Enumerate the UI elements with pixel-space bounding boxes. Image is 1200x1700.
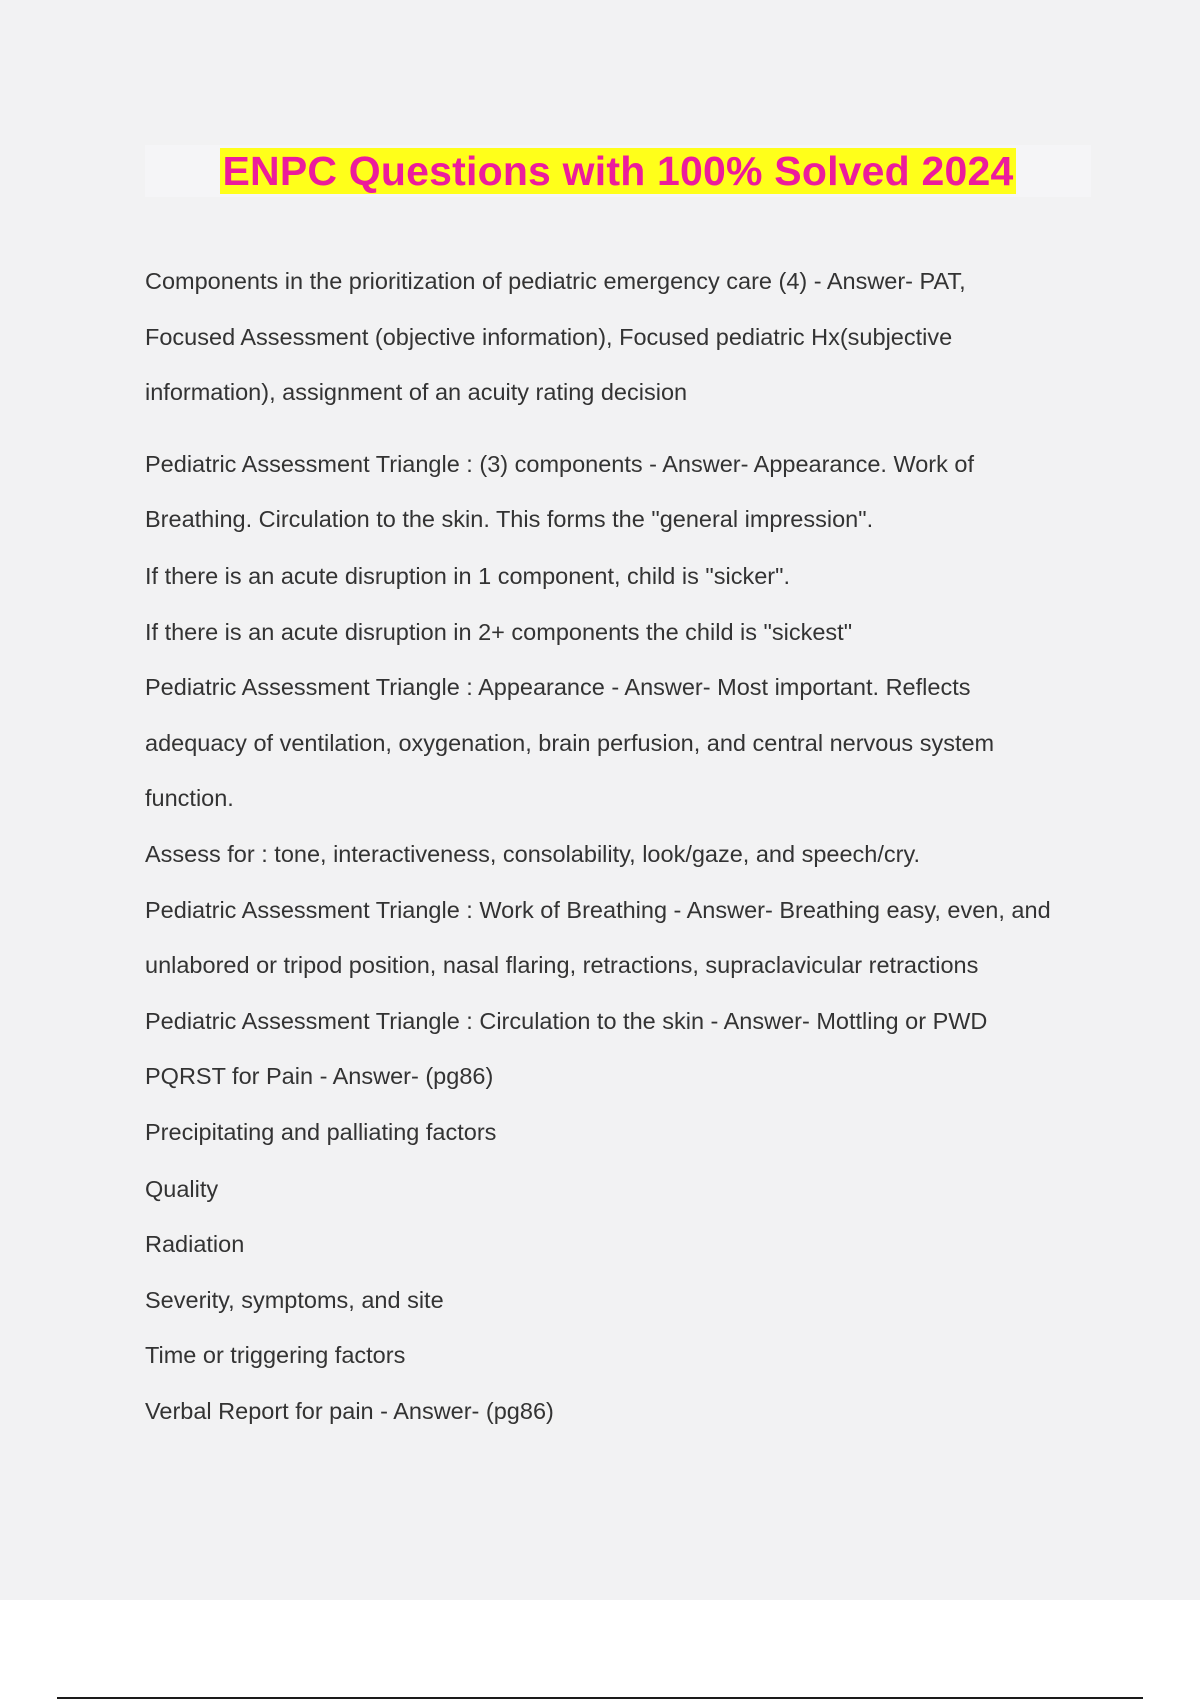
body-line: Components in the prioritization of pediatric emergency care (4) - Answer- PAT, [145, 268, 966, 294]
body-line: Severity, symptoms, and site [145, 1287, 444, 1313]
body-line: If there is an acute disruption in 1 component, child is "sicker". [145, 563, 790, 589]
document-title: ENPC Questions with 100% Solved 2024 [222, 148, 1014, 194]
body-line: unlabored or tripod position, nasal flaring, retractions, supraclavicular retractions [145, 952, 979, 978]
body-line: Verbal Report for pain - Answer- (pg86) [145, 1398, 554, 1424]
body-line: Pediatric Assessment Triangle : (3) components - Answer- Appearance. Work of [145, 451, 974, 477]
title-band [145, 145, 1091, 197]
body-line: Assess for : tone, interactiveness, consolability, look/gaze, and speech/cry. [145, 841, 921, 867]
body-line: If there is an acute disruption in 2+ components the child is "sickest" [145, 619, 853, 645]
body-line: Pediatric Assessment Triangle : Appearance - Answer- Most important. Reflects [145, 674, 971, 700]
body-line: Quality [145, 1176, 219, 1202]
body-line: Pediatric Assessment Triangle : Circulation to the skin - Answer- Mottling or PWD [145, 1008, 988, 1034]
body-line: Radiation [145, 1231, 245, 1257]
body-line: information), assignment of an acuity rating decision [145, 379, 688, 405]
footer-divider [57, 1697, 1143, 1699]
body-line: Focused Assessment (objective information), Focused pediatric Hx(subjective [145, 324, 953, 350]
body-line: function. [145, 785, 234, 811]
body-line: Precipitating and palliating factors [145, 1119, 497, 1145]
body-line: Breathing. Circulation to the skin. This forms the "general impression". [145, 506, 874, 532]
body-line: adequacy of ventilation, oxygenation, brain perfusion, and central nervous system [145, 730, 995, 756]
body-line: Pediatric Assessment Triangle : Work of Breathing - Answer- Breathing easy, even, and [145, 897, 1051, 923]
body-line: Time or triggering factors [145, 1342, 406, 1368]
body-line: PQRST for Pain - Answer- (pg86) [145, 1063, 494, 1089]
